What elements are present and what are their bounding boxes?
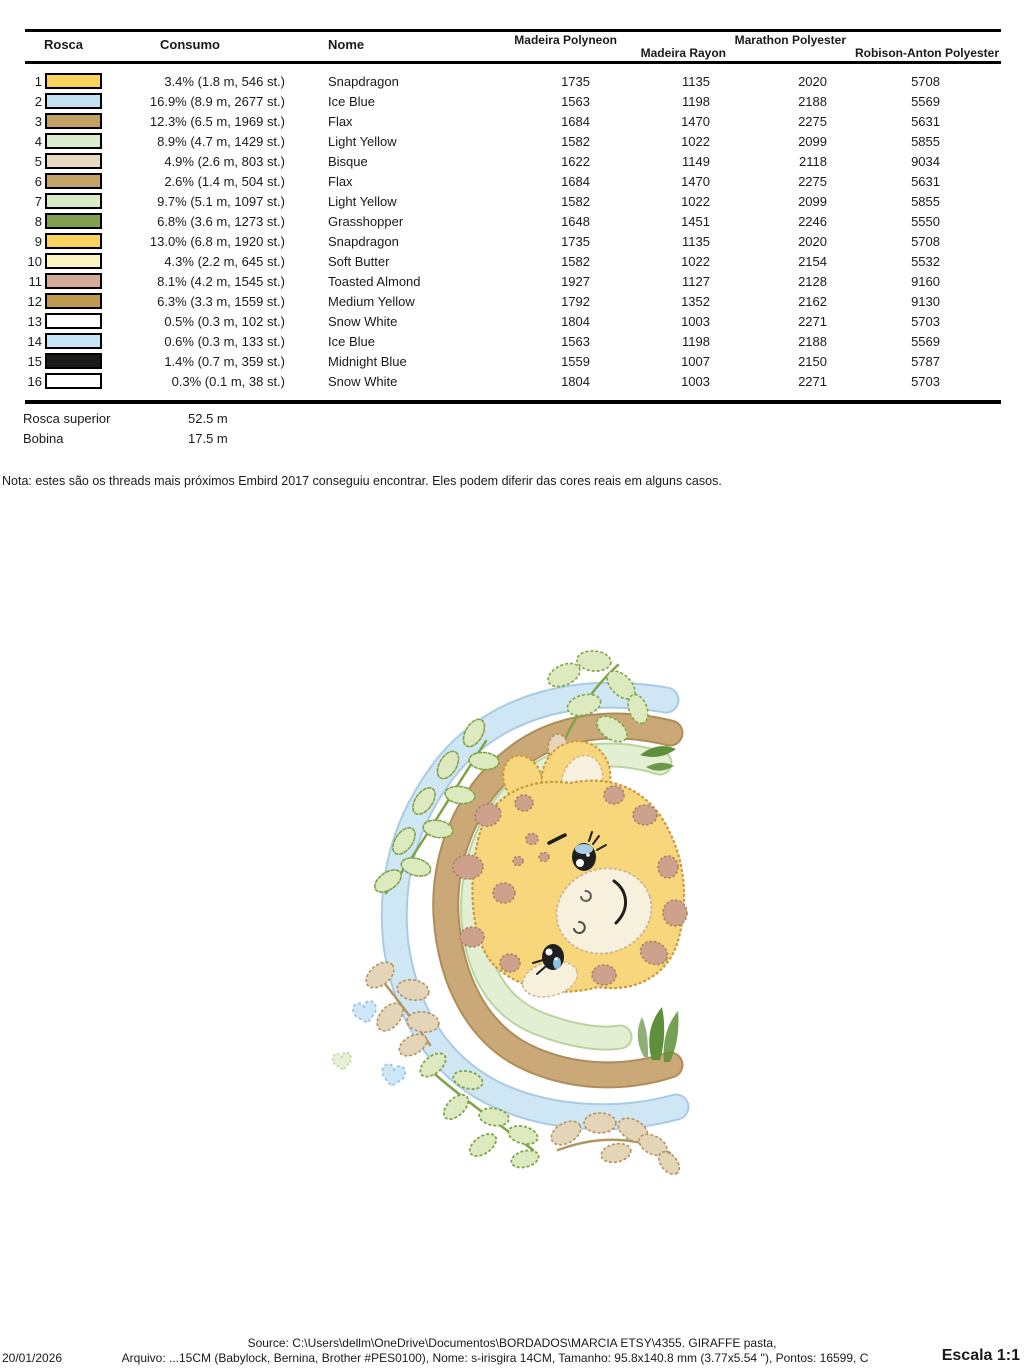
rayon-cell: 1127 — [682, 274, 710, 289]
polyneon-cell: 1622 — [561, 154, 590, 169]
nome-cell: Flax — [328, 114, 353, 129]
nome-cell: Snow White — [328, 314, 398, 329]
marathon-cell: 2271 — [798, 374, 827, 389]
row-number: 1 — [34, 74, 42, 89]
row-number: 2 — [34, 94, 42, 109]
marathon-cell: 2118 — [799, 154, 827, 169]
color-swatch — [45, 353, 102, 369]
table-row — [25, 172, 1001, 192]
nome-cell: Ice Blue — [328, 94, 375, 109]
rayon-cell: 1149 — [682, 154, 710, 169]
robison-cell: 5787 — [911, 354, 940, 369]
marathon-cell: 2128 — [798, 274, 827, 289]
color-swatch — [45, 233, 102, 249]
table-row — [25, 72, 1001, 92]
color-swatch — [45, 313, 102, 329]
robison-cell: 5703 — [911, 314, 940, 329]
marathon-cell: 2275 — [798, 174, 827, 189]
consumo-cell: 4.9% (2.6 m, 803 st.) — [164, 154, 285, 169]
footer-date: 20/01/2026 — [2, 1351, 63, 1365]
row-number: 13 — [27, 314, 42, 329]
rayon-cell: 1198 — [682, 334, 710, 349]
table-row — [25, 252, 1001, 272]
color-swatch — [45, 293, 102, 309]
footer-file-info: Arquivo: ...15CM (Babylock, Bernina, Brother #PES0100), Nome: s-irisgira 14CM, Tamanho: 95.8x140.8 mm (3.77x5.54 ''), Pontos: 16599, C — [121, 1351, 869, 1365]
consumo-cell: 0.5% (0.3 m, 102 st.) — [164, 314, 285, 329]
consumo-cell: 8.9% (4.7 m, 1429 st.) — [157, 134, 285, 149]
robison-cell: 5532 — [911, 254, 940, 269]
table-row — [25, 292, 1001, 312]
color-swatch — [45, 173, 102, 189]
consumo-cell: 13.0% (6.8 m, 1920 st.) — [149, 234, 285, 249]
row-number: 8 — [34, 214, 42, 229]
rosca-superior-label: Rosca superior — [23, 411, 111, 426]
consumo-cell: 16.9% (8.9 m, 2677 st.) — [149, 94, 285, 109]
marathon-cell: 2188 — [798, 334, 827, 349]
table-row — [25, 92, 1001, 112]
polyneon-cell: 1684 — [561, 114, 590, 129]
table-header-rule — [25, 61, 1001, 64]
color-swatch — [45, 113, 102, 129]
row-number: 11 — [28, 274, 42, 289]
bobina-label: Bobina — [23, 431, 64, 446]
consumo-cell: 6.3% (3.3 m, 1559 st.) — [157, 294, 285, 309]
footer-source-path: Source: C:\Users\dellm\OneDrive\Documentos\BORDADOS\MARCIA ETSY\4355. GIRAFFE pasta, — [247, 1336, 777, 1350]
column-header-madeira-rayon: Madeira Rayon — [640, 46, 726, 60]
polyneon-cell: 1804 — [561, 374, 590, 389]
row-number: 9 — [34, 234, 42, 249]
table-bottom-rule — [25, 400, 1001, 404]
marathon-cell: 2271 — [798, 314, 827, 329]
rayon-cell: 1352 — [681, 294, 710, 309]
nome-cell: Light Yellow — [328, 194, 397, 209]
marathon-cell: 2162 — [798, 294, 827, 309]
column-header-marathon-polyester: Marathon Polyester — [734, 33, 846, 47]
table-row — [25, 352, 1001, 372]
color-swatch — [45, 153, 102, 169]
robison-cell: 5631 — [911, 114, 940, 129]
row-number: 5 — [34, 154, 42, 169]
robison-cell: 9160 — [911, 274, 940, 289]
color-swatch — [45, 93, 102, 109]
bobina-value: 17.5 m — [188, 431, 228, 446]
robison-cell: 5708 — [911, 234, 940, 249]
column-header-madeira-polyneon: Madeira Polyneon — [514, 33, 617, 47]
row-number: 12 — [27, 294, 42, 309]
color-swatch — [45, 333, 102, 349]
polyneon-cell: 1804 — [561, 314, 590, 329]
row-number: 10 — [27, 254, 42, 269]
polyneon-cell: 1582 — [561, 194, 590, 209]
nome-cell: Light Yellow — [328, 134, 397, 149]
row-number: 7 — [34, 194, 42, 209]
rayon-cell: 1007 — [681, 354, 710, 369]
thread-color-table — [25, 29, 1001, 409]
consumo-cell: 4.3% (2.2 m, 645 st.) — [164, 254, 285, 269]
polyneon-cell: 1563 — [561, 334, 590, 349]
marathon-cell: 2275 — [798, 114, 827, 129]
polyneon-cell: 1559 — [561, 354, 590, 369]
rayon-cell: 1451 — [681, 214, 710, 229]
consumo-cell: 1.4% (0.7 m, 359 st.) — [164, 354, 285, 369]
column-header-rosca: Rosca — [44, 37, 84, 52]
rayon-cell: 1022 — [681, 194, 710, 209]
rayon-cell: 1003 — [681, 314, 710, 329]
color-swatch — [45, 273, 102, 289]
rayon-cell: 1022 — [681, 134, 710, 149]
consumo-cell: 3.4% (1.8 m, 546 st.) — [164, 74, 285, 89]
rayon-cell: 1022 — [681, 254, 710, 269]
nome-cell: Flax — [328, 174, 353, 189]
polyneon-cell: 1684 — [561, 174, 590, 189]
marathon-cell: 2020 — [798, 74, 827, 89]
rayon-cell: 1470 — [681, 114, 710, 129]
nome-cell: Medium Yellow — [328, 294, 415, 309]
row-number: 4 — [34, 134, 42, 149]
table-row — [25, 372, 1001, 392]
polyneon-cell: 1792 — [561, 294, 590, 309]
table-row — [25, 192, 1001, 212]
nome-cell: Ice Blue — [328, 334, 375, 349]
robison-cell: 5708 — [911, 74, 940, 89]
color-swatch — [45, 213, 102, 229]
nome-cell: Midnight Blue — [328, 354, 407, 369]
robison-cell: 5631 — [911, 174, 940, 189]
polyneon-cell: 1648 — [561, 214, 590, 229]
nome-cell: Snow White — [328, 374, 398, 389]
color-swatch — [45, 73, 102, 89]
marathon-cell: 2099 — [798, 194, 827, 209]
marathon-cell: 2020 — [798, 234, 827, 249]
row-number: 6 — [34, 174, 42, 189]
robison-cell: 5569 — [911, 334, 940, 349]
marathon-cell: 2246 — [798, 214, 827, 229]
consumo-cell: 9.7% (5.1 m, 1097 st.) — [157, 194, 285, 209]
heart-blue-2 — [380, 1063, 406, 1088]
nome-cell: Snapdragon — [328, 74, 399, 89]
polyneon-cell: 1563 — [561, 94, 590, 109]
robison-cell: 9130 — [911, 294, 940, 309]
rosca-superior-value: 52.5 m — [188, 411, 228, 426]
marathon-cell: 2154 — [798, 254, 827, 269]
table-row — [25, 132, 1001, 152]
rayon-cell: 1135 — [682, 74, 710, 89]
polyneon-cell: 1582 — [561, 254, 590, 269]
grass-tuft-right — [638, 1007, 679, 1062]
row-number: 14 — [27, 334, 42, 349]
consumo-cell: 0.3% (0.1 m, 38 st.) — [171, 374, 285, 389]
row-number: 15 — [27, 354, 42, 369]
nome-cell: Bisque — [328, 154, 368, 169]
polyneon-cell: 1735 — [561, 74, 590, 89]
color-swatch — [45, 373, 102, 389]
rayon-cell: 1003 — [681, 374, 710, 389]
robison-cell: 5855 — [911, 194, 940, 209]
giraffe-rainbow-embroidery — [318, 645, 718, 1225]
rayon-cell: 1135 — [682, 234, 710, 249]
robison-cell: 5550 — [911, 214, 940, 229]
row-number: 3 — [34, 114, 42, 129]
threads-note: Nota: estes são os threads mais próximos Embird 2017 conseguiu encontrar. Eles podem diferir das cores reais em alguns casos. — [2, 474, 722, 488]
color-swatch — [45, 133, 102, 149]
color-swatch — [45, 193, 102, 209]
rayon-cell: 1198 — [682, 94, 710, 109]
column-header-consumo: Consumo — [160, 37, 220, 52]
table-row — [25, 312, 1001, 332]
nome-cell: Toasted Almond — [328, 274, 421, 289]
table-row — [25, 272, 1001, 292]
marathon-cell: 2099 — [798, 134, 827, 149]
table-row — [25, 152, 1001, 172]
rayon-cell: 1470 — [681, 174, 710, 189]
color-swatch — [45, 253, 102, 269]
consumo-cell: 8.1% (4.2 m, 1545 st.) — [157, 274, 285, 289]
consumo-cell: 12.3% (6.5 m, 1969 st.) — [149, 114, 285, 129]
consumo-cell: 0.6% (0.3 m, 133 st.) — [164, 334, 285, 349]
robison-cell: 5855 — [911, 134, 940, 149]
polyneon-cell: 1735 — [561, 234, 590, 249]
row-number: 16 — [27, 374, 42, 389]
column-header-robison-anton-polyester: Robison-Anton Polyester — [854, 46, 999, 60]
consumo-cell: 2.6% (1.4 m, 504 st.) — [164, 174, 285, 189]
column-header-nome: Nome — [328, 37, 365, 52]
consumo-cell: 6.8% (3.6 m, 1273 st.) — [157, 214, 285, 229]
robison-cell: 5703 — [911, 374, 940, 389]
footer-scale: Escala 1:1 — [941, 1347, 1020, 1364]
heart-blue-1 — [352, 1000, 379, 1025]
marathon-cell: 2150 — [798, 354, 827, 369]
robison-cell: 5569 — [911, 94, 940, 109]
nome-cell: Snapdragon — [328, 234, 399, 249]
polyneon-cell: 1582 — [561, 134, 590, 149]
robison-cell: 9034 — [911, 154, 940, 169]
table-row — [25, 232, 1001, 252]
heart-green — [332, 1052, 353, 1071]
table-top-rule — [25, 29, 1001, 32]
table-row — [25, 332, 1001, 352]
nome-cell: Soft Butter — [328, 254, 390, 269]
table-row — [25, 112, 1001, 132]
nome-cell: Grasshopper — [328, 214, 404, 229]
polyneon-cell: 1927 — [561, 274, 590, 289]
table-row — [25, 212, 1001, 232]
marathon-cell: 2188 — [798, 94, 827, 109]
